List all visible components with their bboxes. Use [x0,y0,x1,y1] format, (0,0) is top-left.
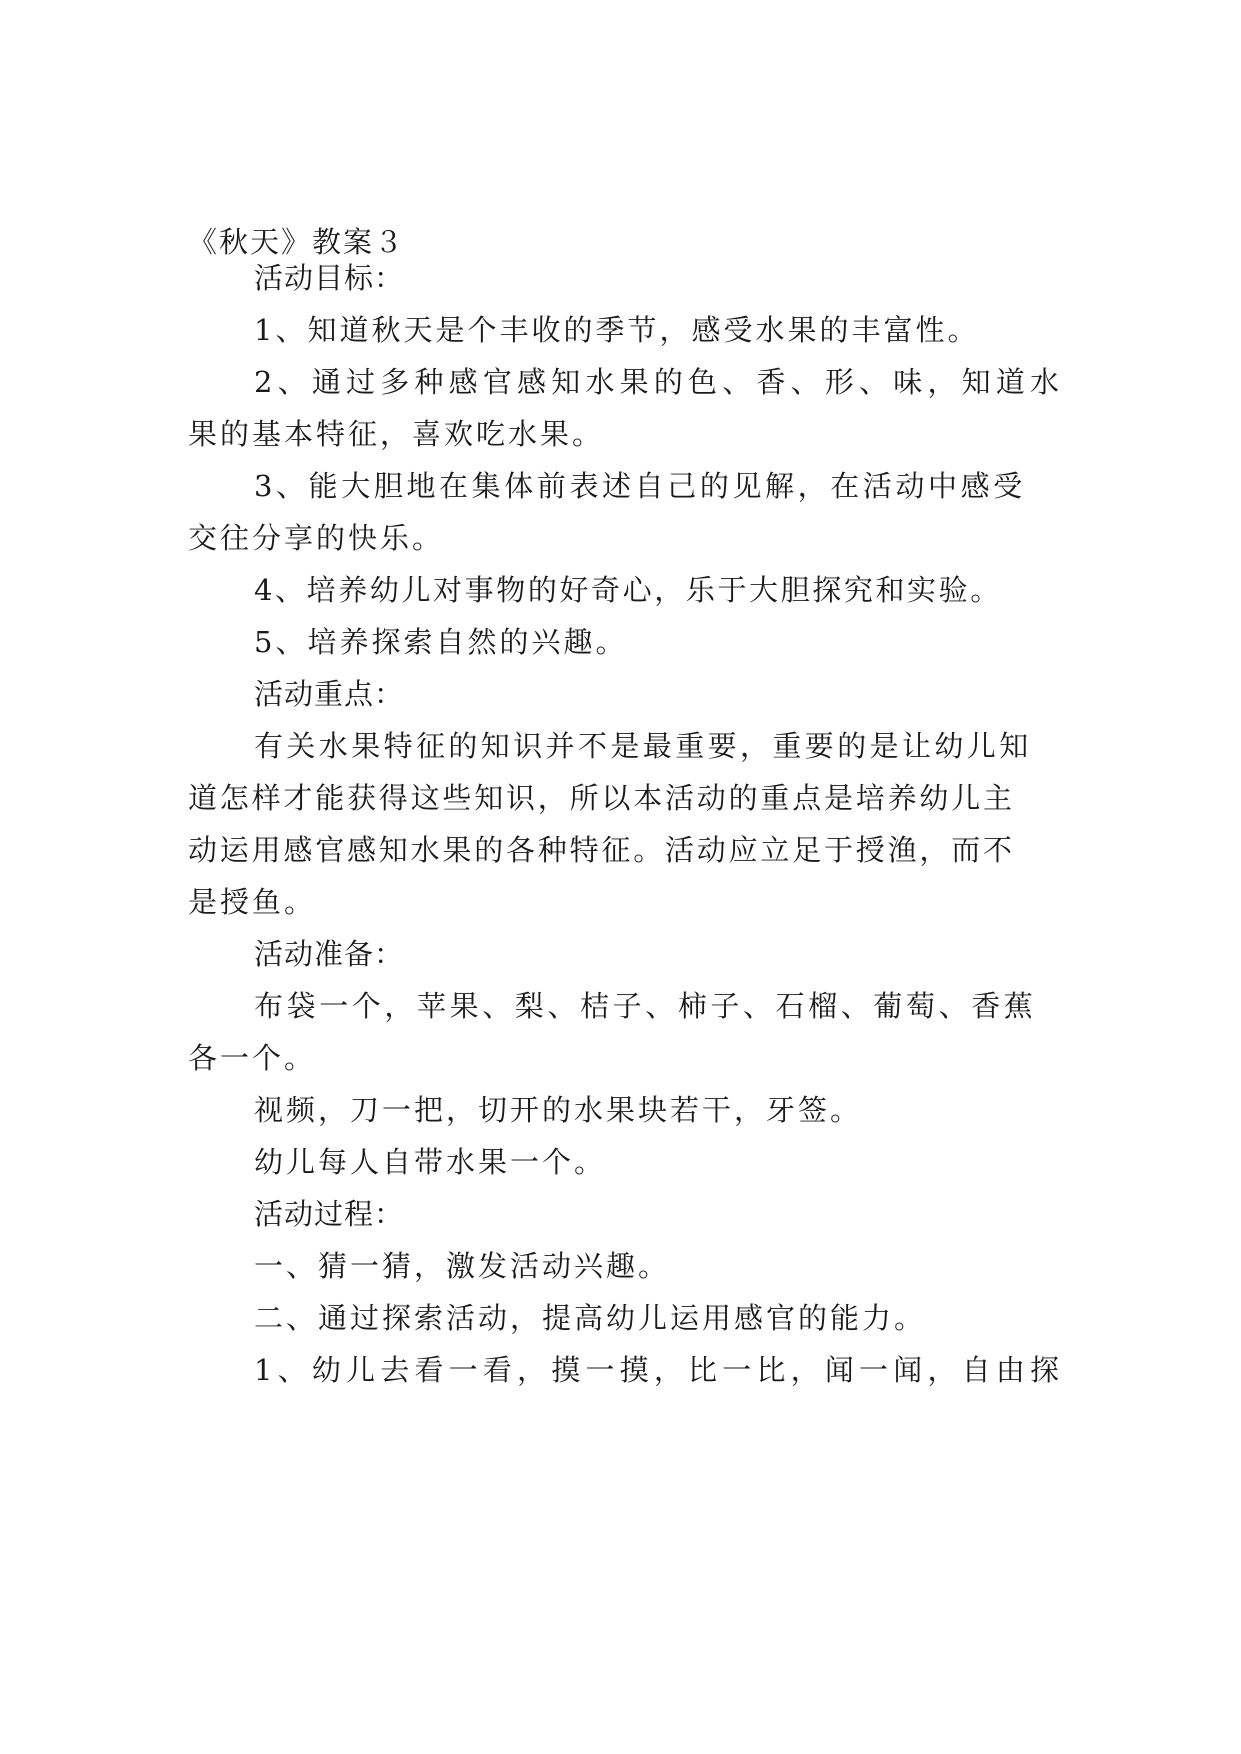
preparation-line-1: 布袋一个，苹果、梨、桔子、柿子、石榴、葡萄、香蕉 [254,989,1037,1023]
focus-paragraph-line-1: 有关水果特征的知识并不是最重要，重要的是让幼儿知 [254,729,1032,763]
focus-paragraph-line-4: 是授鱼。 [188,885,317,919]
preparation-line-4: 幼儿每人自带水果一个。 [254,1145,607,1179]
preparation-line-3: 视频，刀一把，切开的水果块若干，牙签。 [254,1093,863,1127]
goal-4: 4、培养幼儿对事物的好奇心，乐于大胆探究和实验。 [254,573,1002,607]
goal-2-line-2: 果的基本特征，喜欢吃水果。 [188,417,605,451]
process-step-2-1: 1、幼儿去看一看，摸一摸，比一比，闻一闻，自由探 [254,1353,1065,1387]
heading-activity-process: 活动过程： [254,1197,405,1231]
heading-activity-preparation: 活动准备： [254,937,405,971]
goal-2-line-1: 2、通过多种感官感知水果的色、香、形、味，知道水 [254,365,1065,399]
goal-5: 5、培养探索自然的兴趣。 [254,625,628,659]
heading-activity-focus: 活动重点： [254,677,405,711]
goal-1: 1、知道秋天是个丰收的季节，感受水果的丰富性。 [254,313,980,347]
focus-paragraph-line-2: 道怎样才能获得这些知识，所以本活动的重点是培养幼儿主 [188,781,1015,815]
goal-3-line-1: 3、能大胆地在集体前表述自己的见解，在活动中感受 [254,469,1026,503]
preparation-line-2: 各一个。 [188,1041,317,1075]
goal-3-line-2: 交往分享的快乐。 [188,521,445,555]
process-step-1: 一、猜一猜，激发活动兴趣。 [254,1249,671,1283]
process-step-2: 二、通过探索活动，提高幼儿运用感官的能力。 [254,1301,927,1335]
document-title: 《秋天》教案３ [188,225,406,259]
heading-activity-goals: 活动目标： [254,261,405,295]
focus-paragraph-line-3: 动运用感官感知水果的各种特征。活动应立足于授渔，而不 [188,833,1015,867]
